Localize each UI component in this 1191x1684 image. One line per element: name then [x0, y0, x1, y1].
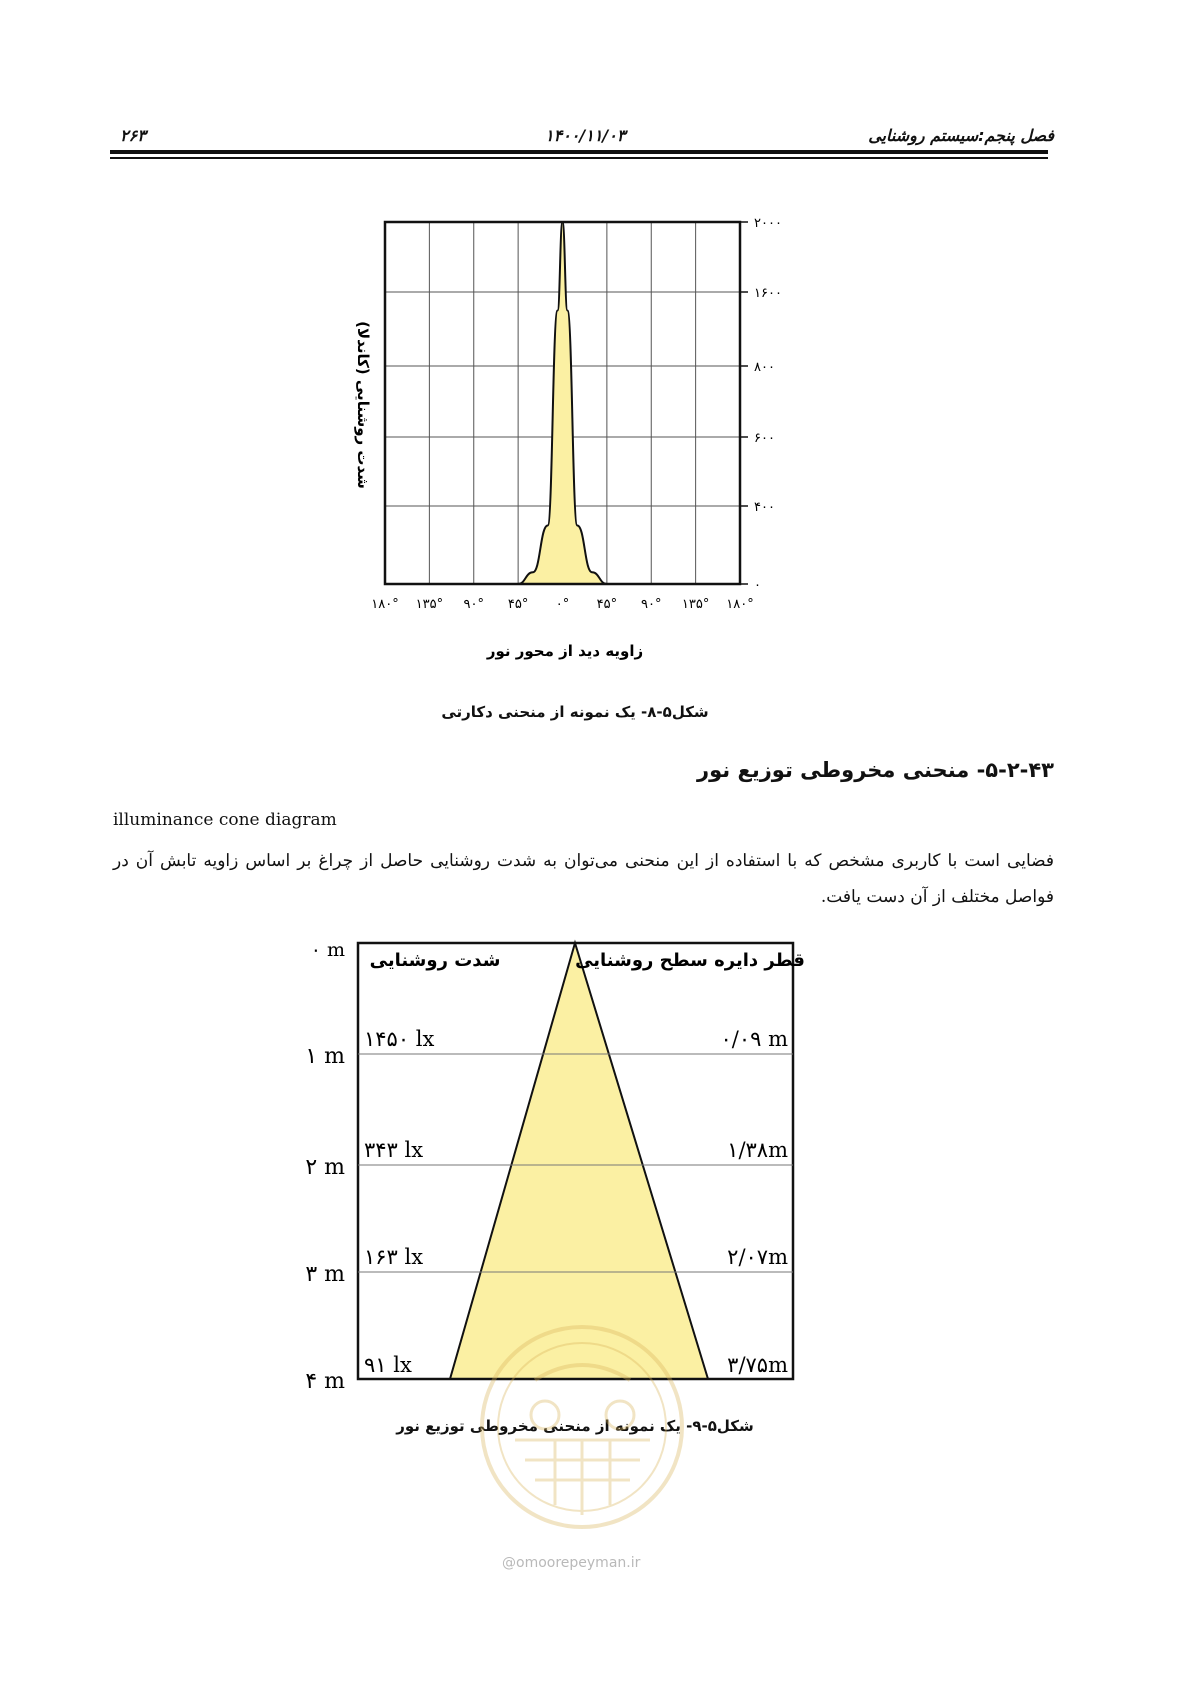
header-rule-thick: [110, 150, 1048, 154]
header-date: ۱۴۰۰/۱۱/۰۳: [545, 126, 626, 145]
english-term: illuminance cone diagram: [113, 810, 337, 830]
y-tick-label: ۴۰۰: [754, 500, 775, 515]
diameter-header: قطر دایره سطح روشنایی: [575, 950, 805, 971]
x-tick-label: ۱۸۰°: [371, 597, 399, 612]
diameter-value-1: ۰/۰۹ m: [720, 1027, 788, 1051]
x-tick-label: ۱۸۰°: [726, 597, 754, 612]
page-number: ۲۶۳: [120, 126, 146, 145]
body-paragraph: فضایی است با کاربری مشخص که با استفاده از این منحنی می‌توان به شدت روشنایی حاصل از چراغ بر اساس زاویه تابش آن در فواصل مختلف از آن دست یافت.: [113, 851, 1054, 907]
x-tick-label: ۹۰°: [463, 597, 484, 612]
y-axis-label: شدت روشنایی (کاندلا): [354, 321, 372, 489]
illuminance-value-3: ۱۶۳ lx: [364, 1245, 424, 1269]
distance-label-3: ۳ m: [305, 1262, 345, 1287]
y-tick-label: ۲۰۰۰: [754, 216, 782, 231]
illuminance-value-1: ۱۴۵۰ lx: [364, 1027, 435, 1051]
x-tick-label: ۴۵°: [596, 597, 618, 612]
y-tick-label: ۱۶۰۰: [754, 286, 782, 301]
x-tick-label: ۱۳۵°: [415, 597, 444, 612]
distance-label-1: ۱ m: [305, 1044, 345, 1069]
x-tick-label: ۹۰°: [641, 597, 662, 612]
section-heading: ۵-۲-۴۳- منحنی مخروطی توزیع نور: [697, 758, 1054, 782]
diameter-value-4: ۳/۷۵m: [727, 1353, 788, 1377]
cartesian-curve-chart: [340, 200, 820, 670]
diameter-value-2: ۱/۳۸m: [727, 1138, 788, 1162]
x-tick-label: ۱۳۵°: [681, 597, 710, 612]
illuminance-header: شدت روشنایی: [369, 950, 501, 971]
watermark-seal-icon: [475, 1320, 690, 1535]
chapter-title: فصل پنجم:سیستم روشنایی: [868, 126, 1054, 145]
distance-label-4: ۴ m: [305, 1369, 345, 1394]
x-tick-label: ۴۵°: [507, 597, 529, 612]
header-rule-thin: [110, 157, 1048, 159]
figure-9-caption: شکل۵-۹- یک نمونه از منحنی مخروطی توزیع نور: [396, 1417, 754, 1435]
distance-label-2: ۲ m: [305, 1155, 345, 1180]
figure-8-caption: شکل۵-۸- یک نمونه از منحنی دکارتی: [441, 703, 709, 721]
watermark-site: [502, 1555, 640, 1571]
illuminance-value-2: ۳۴۳ lx: [364, 1138, 424, 1162]
y-tick-label: ۰: [754, 578, 761, 593]
diameter-value-3: ۲/۰۷m: [727, 1245, 788, 1269]
intensity-curve-area: [385, 222, 740, 584]
watermark-at-icon: @: [502, 1555, 516, 1571]
watermark-site-text: omoorepeyman.ir: [516, 1555, 641, 1571]
illuminance-value-4: ۹۱ lx: [364, 1353, 412, 1377]
x-axis-label: زاویه دید از محور نور: [486, 642, 644, 660]
light-cone: [450, 943, 708, 1379]
distance-label-0: ۰ m: [310, 939, 345, 961]
y-tick-label: ۸۰۰: [754, 360, 775, 375]
x-tick-label: ۰°: [555, 597, 570, 612]
y-tick-label: ۶۰۰: [754, 431, 775, 446]
